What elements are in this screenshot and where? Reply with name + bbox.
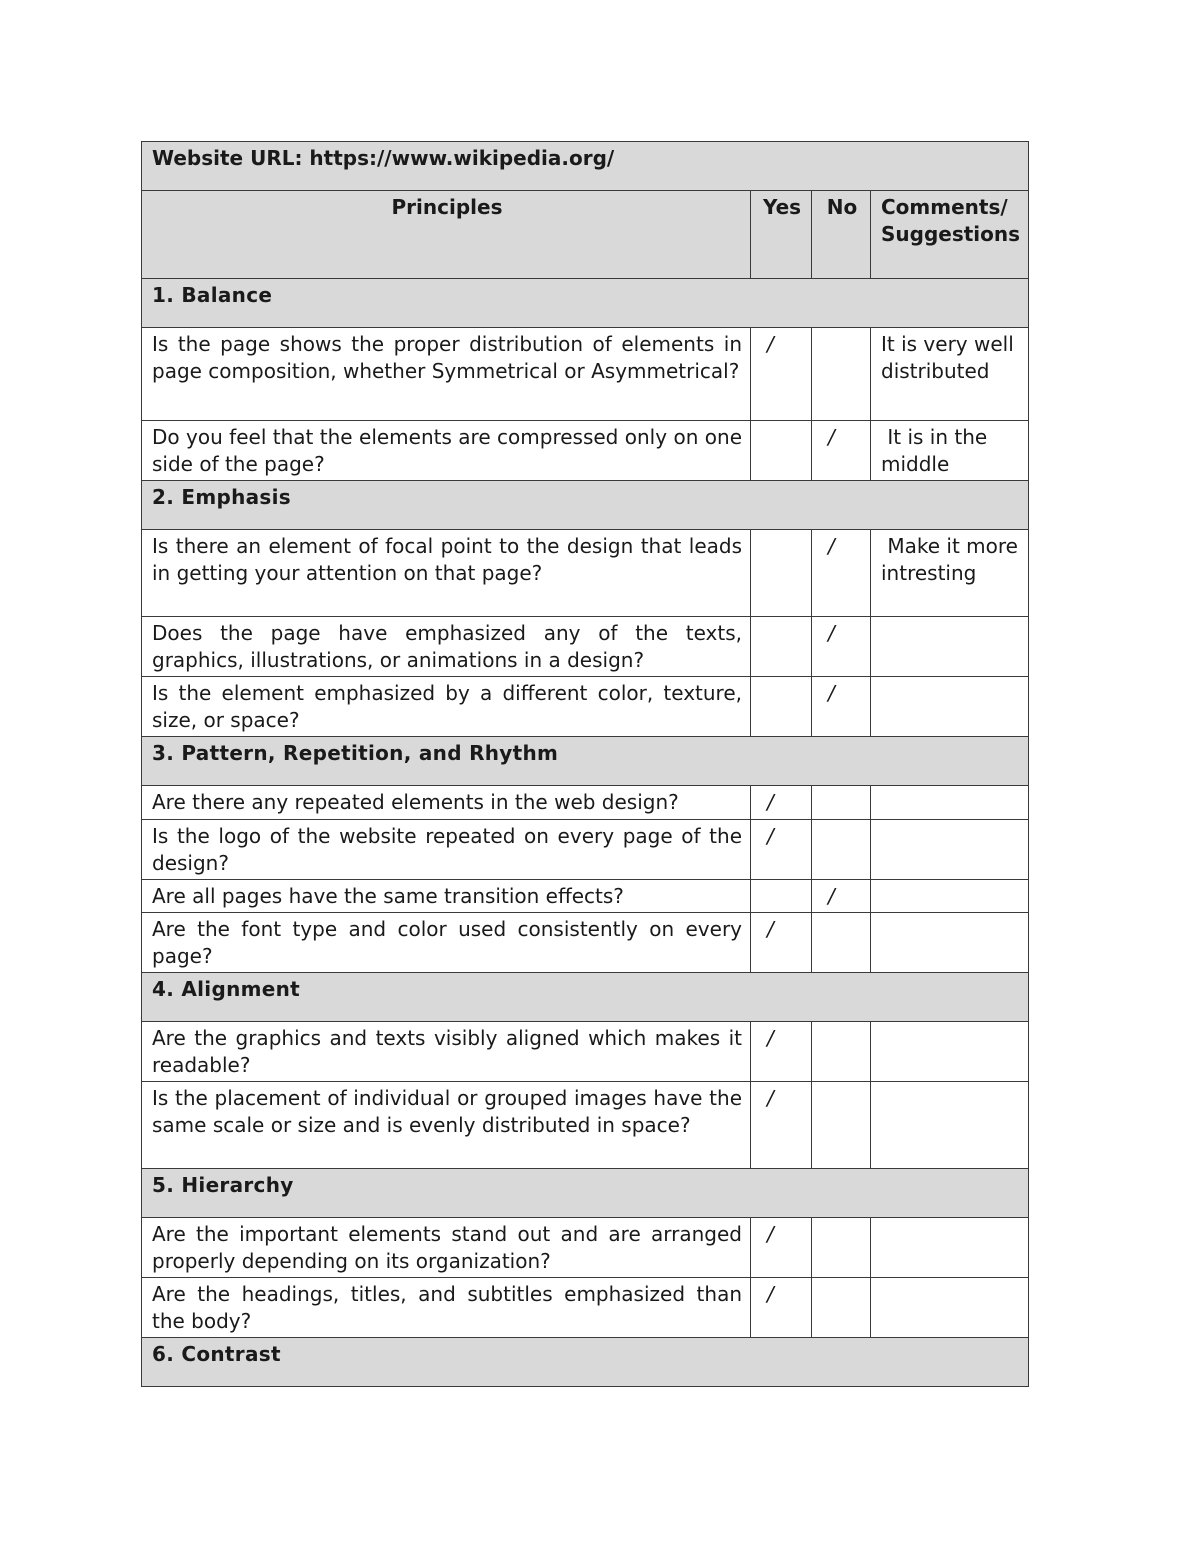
yes-mark: /	[751, 1278, 812, 1338]
yes-mark: /	[751, 1218, 812, 1278]
no-mark	[812, 1082, 871, 1169]
header-no: No	[812, 191, 871, 279]
question-text: Are the font type and color used consistently on every page?	[142, 913, 751, 973]
yes-mark: /	[751, 913, 812, 973]
question-row	[142, 1022, 1029, 1082]
comment-text: Make it more intresting	[871, 530, 1029, 617]
question-text: Do you feel that the elements are compressed only on one side of the page?	[142, 421, 751, 481]
yes-mark	[751, 617, 812, 677]
comment-text	[871, 820, 1029, 880]
section-header-row	[142, 481, 1029, 530]
website-url: Website URL: https://www.wikipedia.org/	[142, 142, 1029, 191]
comment-text	[871, 1082, 1029, 1169]
question-text: Are the graphics and texts visibly aligned which makes it readable?	[142, 1022, 751, 1082]
yes-mark: /	[751, 1082, 812, 1169]
question-row	[142, 1278, 1029, 1338]
section-title: 6. Contrast	[142, 1338, 1029, 1387]
yes-mark: /	[751, 1022, 812, 1082]
question-row	[142, 913, 1029, 973]
header-row	[142, 191, 1029, 279]
design-principles-checklist	[141, 141, 1029, 1387]
question-text: Is the logo of the website repeated on every page of the design?	[142, 820, 751, 880]
question-row	[142, 820, 1029, 880]
question-row	[142, 1082, 1029, 1169]
question-text: Are the headings, titles, and subtitles emphasized than the body?	[142, 1278, 751, 1338]
question-text: Is the placement of individual or grouped images have the same scale or size and is evenly distributed in space?	[142, 1082, 751, 1169]
no-mark	[812, 1022, 871, 1082]
yes-mark	[751, 530, 812, 617]
section-header-row	[142, 279, 1029, 328]
question-row	[142, 421, 1029, 481]
question-row	[142, 786, 1029, 820]
section-title: 4. Alignment	[142, 973, 1029, 1022]
section-title: 1. Balance	[142, 279, 1029, 328]
no-mark: /	[812, 530, 871, 617]
no-mark	[812, 820, 871, 880]
comment-text: It is in the middle	[871, 421, 1029, 481]
no-mark: /	[812, 677, 871, 737]
section-header-row	[142, 737, 1029, 786]
no-mark	[812, 328, 871, 421]
question-text: Is the page shows the proper distribution of elements in page composition, whether Symmetrical or Asymmetrical?	[142, 328, 751, 421]
comment-text	[871, 617, 1029, 677]
question-row	[142, 1218, 1029, 1278]
no-mark: /	[812, 421, 871, 481]
yes-mark	[751, 677, 812, 737]
yes-mark: /	[751, 786, 812, 820]
comment-text	[871, 1278, 1029, 1338]
header-yes: Yes	[751, 191, 812, 279]
comment-text	[871, 1218, 1029, 1278]
section-title: 3. Pattern, Repetition, and Rhythm	[142, 737, 1029, 786]
header-principles: Principles	[142, 191, 751, 279]
question-row	[142, 677, 1029, 737]
yes-mark	[751, 880, 812, 913]
question-text: Are the important elements stand out and are arranged properly depending on its organization?	[142, 1218, 751, 1278]
comment-text: It is very well distributed	[871, 328, 1029, 421]
comment-text	[871, 677, 1029, 737]
no-mark: /	[812, 617, 871, 677]
question-row	[142, 880, 1029, 913]
no-mark	[812, 1218, 871, 1278]
question-row	[142, 617, 1029, 677]
no-mark	[812, 913, 871, 973]
no-mark	[812, 786, 871, 820]
section-header-row	[142, 973, 1029, 1022]
yes-mark	[751, 421, 812, 481]
comment-text	[871, 880, 1029, 913]
website-url-row	[142, 142, 1029, 191]
section-header-row	[142, 1338, 1029, 1387]
section-title: 5. Hierarchy	[142, 1169, 1029, 1218]
question-row	[142, 328, 1029, 421]
header-comments: Comments/ Suggestions	[871, 191, 1029, 279]
question-text: Is the element emphasized by a different color, texture, size, or space?	[142, 677, 751, 737]
question-text: Does the page have emphasized any of the texts, graphics, illustrations, or animations in a design?	[142, 617, 751, 677]
no-mark: /	[812, 880, 871, 913]
section-header-row	[142, 1169, 1029, 1218]
yes-mark: /	[751, 328, 812, 421]
yes-mark: /	[751, 820, 812, 880]
question-text: Are there any repeated elements in the web design?	[142, 786, 751, 820]
question-text: Is there an element of focal point to the design that leads in getting your attention on that page?	[142, 530, 751, 617]
question-row	[142, 530, 1029, 617]
no-mark	[812, 1278, 871, 1338]
section-title: 2. Emphasis	[142, 481, 1029, 530]
comment-text	[871, 913, 1029, 973]
comment-text	[871, 1022, 1029, 1082]
checklist-body	[142, 142, 1029, 1387]
question-text: Are all pages have the same transition effects?	[142, 880, 751, 913]
comment-text	[871, 786, 1029, 820]
